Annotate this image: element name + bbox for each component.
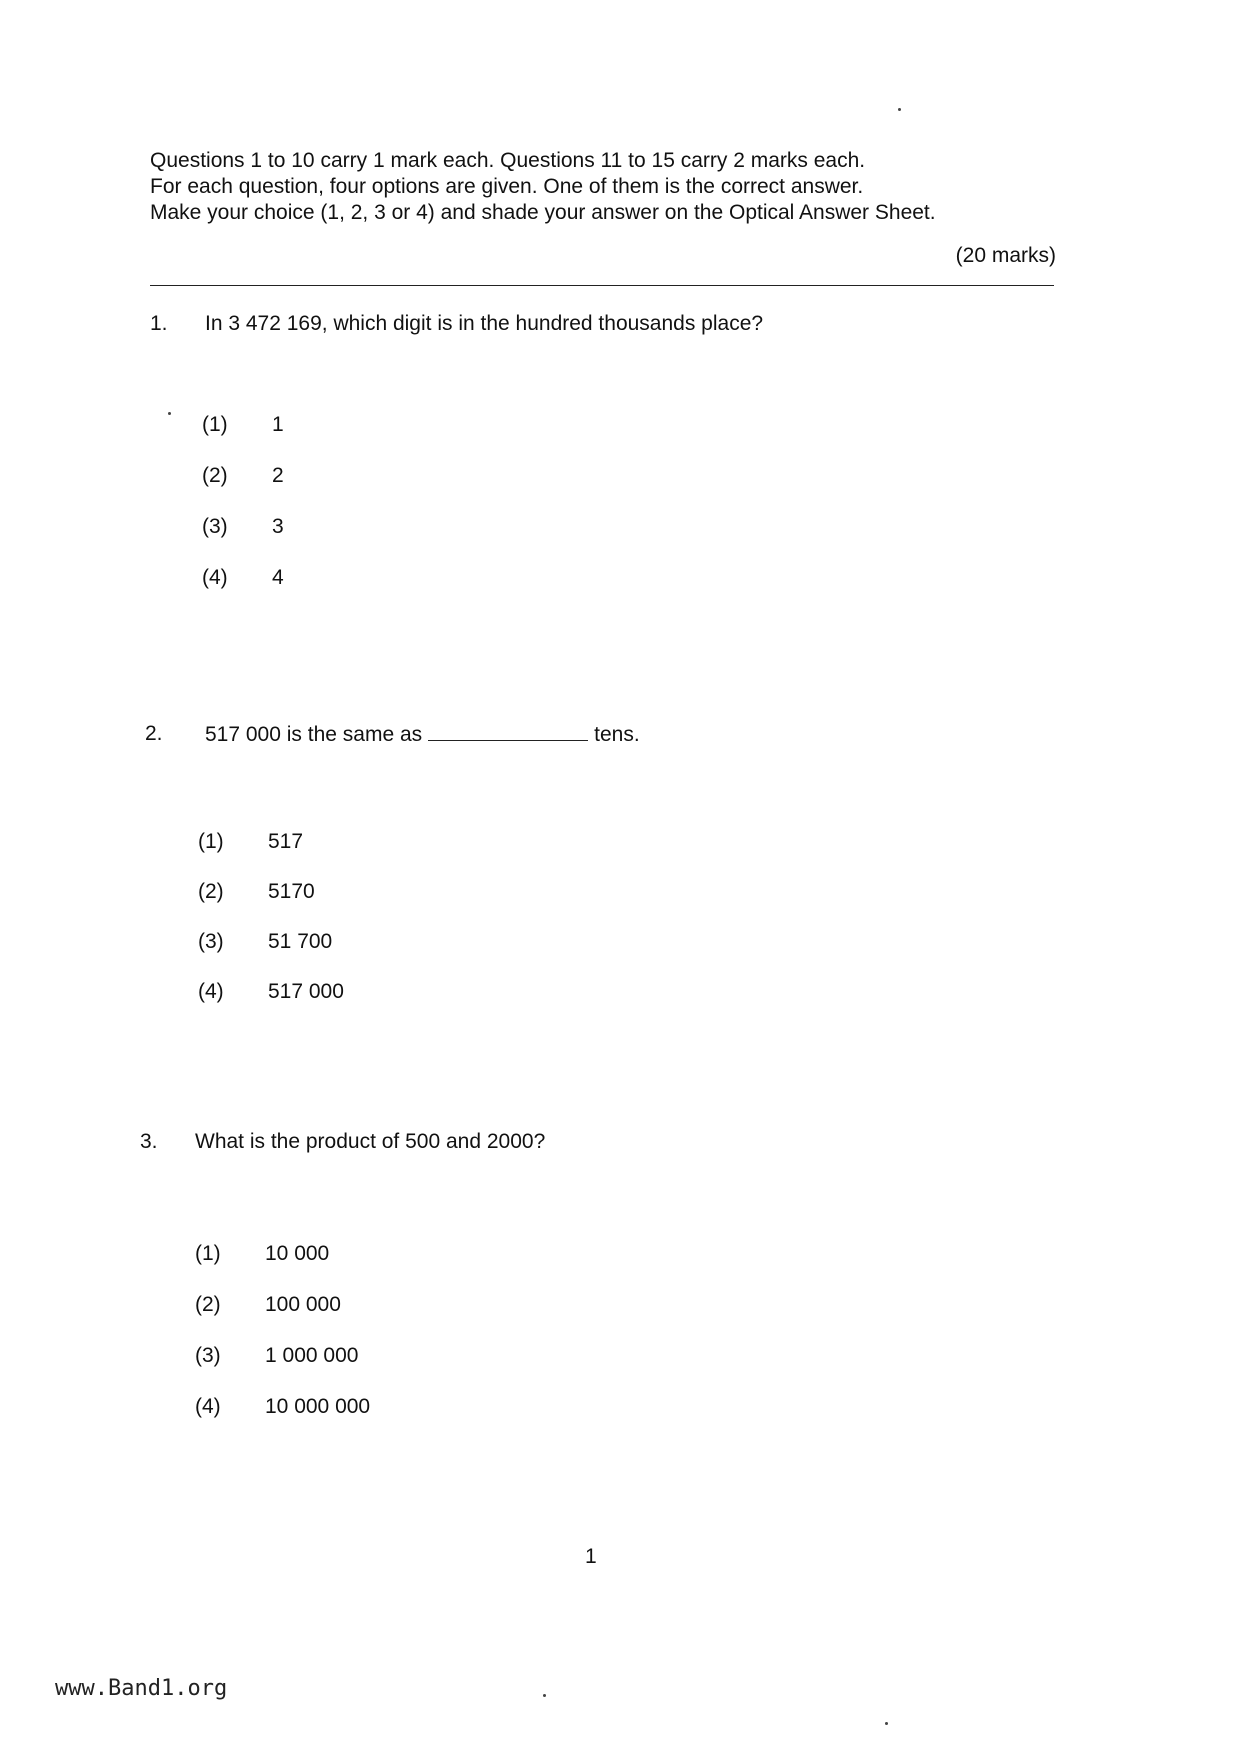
option-label: (3)	[202, 515, 228, 538]
option-value: 1 000 000	[265, 1344, 359, 1367]
option-label: (3)	[195, 1344, 221, 1367]
question-text: In 3 472 169, which digit is in the hundred thousands place?	[205, 312, 764, 335]
option-value: 3	[272, 515, 284, 538]
option-label: (1)	[198, 830, 224, 853]
instructions-block	[150, 148, 1056, 226]
instructions-line: Make your choice (1, 2, 3 or 4) and shade your answer on the Optical Answer Sheet.	[150, 201, 936, 224]
option-value: 1	[272, 413, 284, 436]
option-value: 517	[268, 830, 304, 853]
instructions-line: Questions 1 to 10 carry 1 mark each. Questions 11 to 15 carry 2 marks each.	[150, 149, 866, 172]
question-number: 1.	[150, 312, 168, 335]
option-value: 2	[272, 464, 284, 487]
header-divider	[150, 285, 1054, 286]
option-label: (4)	[202, 566, 228, 589]
option-label: (2)	[195, 1293, 221, 1316]
answer-blank	[428, 722, 588, 741]
scan-speck	[543, 1694, 546, 1697]
option-label: (2)	[198, 880, 224, 903]
total-marks: (20 marks)	[955, 244, 1056, 267]
option-label: (4)	[198, 980, 224, 1003]
option-label: (1)	[195, 1242, 221, 1265]
scan-speck	[885, 1722, 888, 1725]
question-text	[205, 722, 640, 747]
page-number: 1	[585, 1545, 597, 1568]
question-text: What is the product of 500 and 2000?	[195, 1130, 546, 1153]
option-label: (2)	[202, 464, 228, 487]
option-label: (4)	[195, 1395, 221, 1418]
question-number: 3.	[140, 1130, 158, 1153]
option-value: 51 700	[268, 930, 333, 953]
option-value: 4	[272, 566, 284, 589]
instructions-line: For each question, four options are given. One of them is the correct answer.	[150, 175, 864, 198]
option-label: (3)	[198, 930, 224, 953]
option-label: (1)	[202, 413, 228, 436]
option-value: 100 000	[265, 1293, 341, 1316]
scan-speck	[898, 108, 901, 111]
footer-url[interactable]: www.Band1.org	[55, 1676, 228, 1701]
option-value: 517 000	[268, 980, 344, 1003]
option-value: 5170	[268, 880, 315, 903]
option-value: 10 000 000	[265, 1395, 371, 1418]
question-number: 2.	[145, 722, 163, 745]
scan-speck	[168, 412, 171, 415]
question-text-after: tens.	[594, 723, 640, 746]
question-text-before: 517 000 is the same as	[205, 723, 423, 746]
option-value: 10 000	[265, 1242, 330, 1265]
